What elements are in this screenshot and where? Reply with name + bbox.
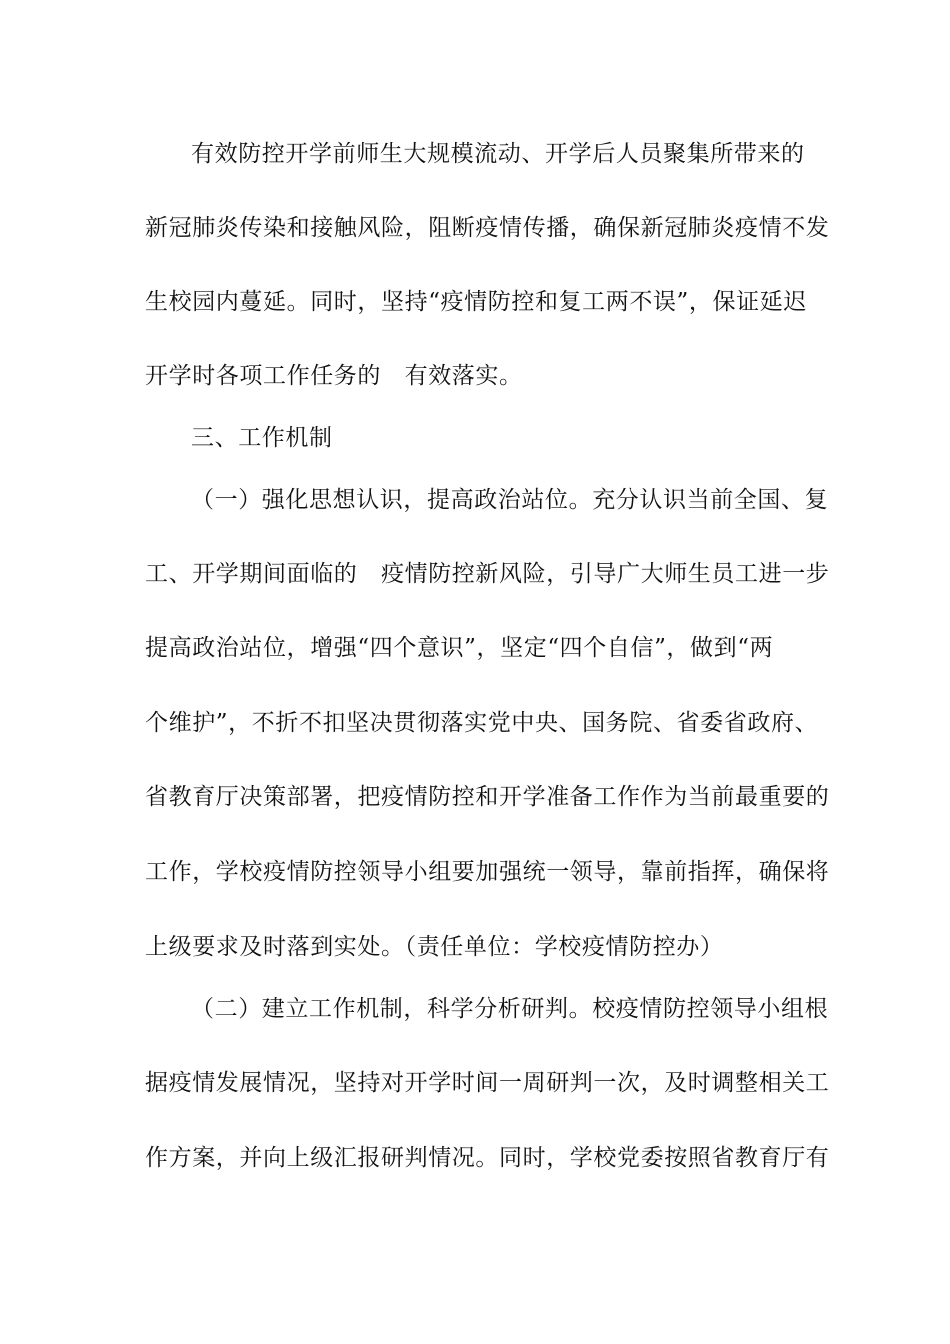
text-line-11: 工作，学校疫情防控领导小组要加强统一领导，靠前指挥，确保将	[145, 859, 830, 885]
text-line-9: 个维护”，不折不扣坚决贯彻落实党中央、国务院、省委省政府、	[145, 710, 819, 736]
text-line-12: 上级要求及时落到实处。（责任单位：学校疫情防控办）	[145, 934, 724, 960]
section-heading: 三、工作机制	[191, 425, 333, 451]
text-line-6: （一）强化思想认识，提高政治站位。充分认识当前全国、复	[191, 487, 829, 513]
text-line-3: 生校园内蔓延。同时，坚持“疫情防控和复工两不误”，保证延迟	[145, 289, 807, 315]
text-line-7: 工、开学期间面临的 疫情防控新风险，引导广大师生员工进一步	[145, 561, 830, 587]
text-line-8: 提高政治站位，增强“四个意识”，坚定“四个自信”，做到“两	[145, 635, 774, 661]
text-line-2: 新冠肺炎传染和接触风险，阻断疫情传播，确保新冠肺炎疫情不发	[145, 215, 830, 241]
text-line-10: 省教育厅决策部署，把疫情防控和开学准备工作作为当前最重要的	[145, 784, 830, 810]
text-line-4: 开学时各项工作任务的 有效落实。	[145, 363, 523, 389]
text-line-14: 据疫情发展情况，坚持对开学时间一周研判一次，及时调整相关工	[145, 1070, 830, 1096]
text-line-13: （二）建立工作机制，科学分析研判。校疫情防控领导小组根	[191, 996, 829, 1022]
text-line-15: 作方案，并向上级汇报研判情况。同时，学校党委按照省教育厅有	[145, 1145, 830, 1171]
text-line-1: 有效防控开学前师生大规模流动、开学后人员聚集所带来的	[191, 141, 805, 167]
